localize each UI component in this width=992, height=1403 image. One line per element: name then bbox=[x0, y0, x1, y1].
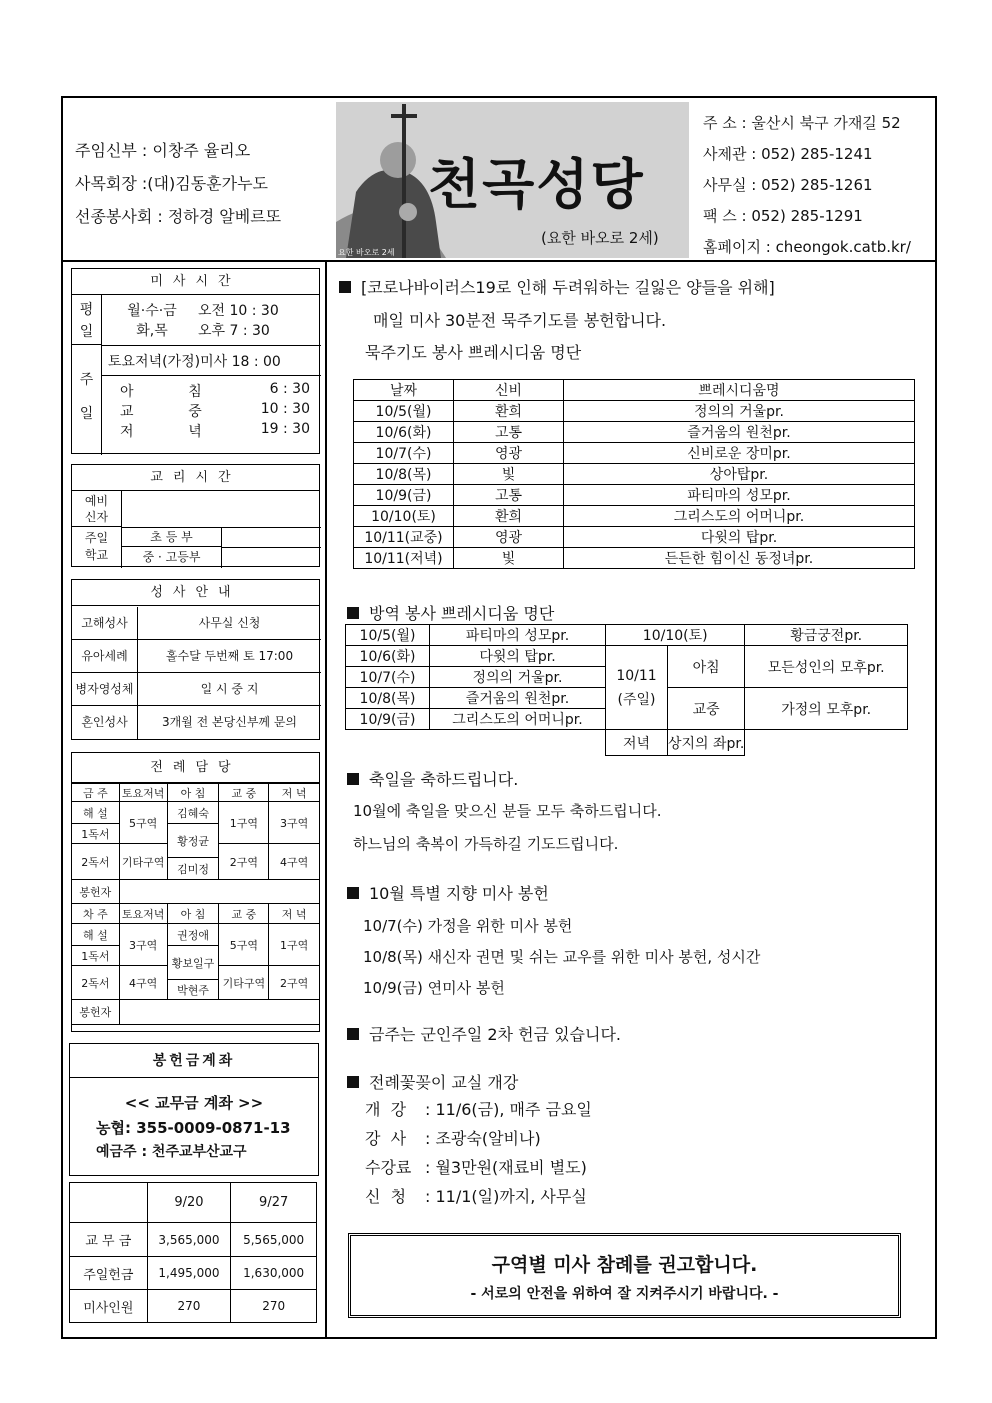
mass-times-box bbox=[71, 268, 320, 454]
contact-fax: 팩 스 : 052) 285-1291 bbox=[703, 207, 863, 225]
liturgy-this-week-table: 금 주 토요저녁 아 침 교 중 저 녁 해 설 5구역 김혜숙 1구역 3구역 1독서 황정균 2독서 기타구역 2구역 4구역 김미정 봉헌자 차 주 토요저녁 아 침 교 중 저 녁 해 설 3구역 권정애 5구역 1구역 1독서 황보일구 2독서 4구역 기타구역 2구역 박현주 봉헌자 bbox=[71, 783, 320, 1025]
flower-row: 개 강 : 11/6(금), 매주 금요일 bbox=[365, 1100, 592, 1119]
sacraments-title: 성사안내 bbox=[72, 580, 319, 606]
quarantine-heading: 방역 봉사 쁘레시디움 명단 bbox=[347, 601, 554, 624]
rosary-line2: 묵주기도 봉사 쁘레시디움 명단 bbox=[365, 343, 582, 362]
rosary-row: 10/11(교중) 영광 다윗의 탑pr. bbox=[354, 527, 915, 548]
flower-row: 수강료 : 월3만원(재료비 별도) bbox=[365, 1158, 587, 1177]
middle-high-label: 중 · 고등부 bbox=[122, 547, 222, 568]
flower-heading: 전례꽃꽂이 교실 개강 bbox=[347, 1070, 518, 1093]
pastor-line: 주임신부 : 이창주 율리오 bbox=[75, 141, 251, 160]
notice-title: 구역별 미사 참례를 권고합니다. bbox=[491, 1254, 758, 1276]
rosary-row: 10/5(월) 환희 정의의 거울pr. bbox=[354, 401, 915, 422]
bullet-square-icon bbox=[347, 773, 359, 785]
contact-rectory: 사제관 : 052) 285-1241 bbox=[703, 145, 873, 163]
finance-table: 9/20 9/27 교 무 금 3,565,000 5,565,000 주일헌금 1,495,000 1,630,000 미사인원 270 270 bbox=[69, 1182, 317, 1323]
donation-box bbox=[69, 1043, 319, 1176]
donation-holder: 예금주 : 천주교부산교구 bbox=[96, 1144, 247, 1160]
feast-line2: 하느님의 축복이 가득하길 기도드립니다. bbox=[353, 835, 619, 853]
bulletin-header bbox=[63, 98, 935, 262]
sunday-school-label: 주일 학교 bbox=[72, 527, 122, 568]
contact-info bbox=[703, 112, 911, 267]
bulletin-page bbox=[61, 96, 937, 1339]
rosary-row: 10/8(목) 빛 상아탑pr. bbox=[354, 464, 915, 485]
council-president-line: 사목회장 :(대)김동훈가누도 bbox=[75, 174, 268, 193]
sunday-mass-row: 아 침 6 : 30 bbox=[120, 381, 310, 400]
bullet-square-icon bbox=[347, 1076, 359, 1088]
flower-row: 신 청 : 11/1(일)까지, 사무실 bbox=[365, 1187, 587, 1206]
special-mass-line: 10/8(목) 새신자 권면 및 쉬는 교우를 위한 미사 봉헌, 성시간 bbox=[363, 948, 761, 966]
contact-homepage: 홈페이지 : cheongok.catb.kr/ bbox=[703, 238, 911, 256]
sacrament-row: 유아세례 홀수달 두번째 토 17:00 bbox=[72, 640, 321, 673]
sunday-mass-row: 교 중 10 : 30 bbox=[120, 401, 310, 420]
sacraments-list bbox=[72, 607, 321, 739]
rosary-table: 날짜 신비 쁘레시디움명 10/5(월) 환희 정의의 거울pr. 10/6(화) 고통 즐거움의 원천pr. 10/7(수) 영광 신비로운 장미pr. 10/8(목) 빛 상아탑pr. 10/9(금) 고통 파티마의 성모pr. 10/10(토) 환희 그리스도의 어머니pr. 10/11(교중) 영광 다윗의 탑pr. 10/11(저녁) 빛 든든한 힘이신 동정녀pr. bbox=[353, 379, 915, 569]
donation-subtitle: << 교무금 계좌 >> bbox=[124, 1094, 264, 1112]
weekday-days: 월·수·금 화,목 bbox=[127, 303, 177, 339]
rosary-line1: 매일 미사 30분전 묵주기도를 봉헌합니다. bbox=[373, 311, 667, 330]
service-president-line: 선종봉사회 : 정하경 알베르또 bbox=[75, 207, 282, 226]
mass-times-title: 미사시간 bbox=[72, 269, 319, 295]
catechism-title: 교리시간 bbox=[72, 465, 319, 491]
feast-heading: 축일을 축하드립니다. bbox=[347, 767, 518, 790]
weekday-label: 평 일 bbox=[72, 295, 102, 345]
flower-details bbox=[365, 1097, 592, 1213]
sacrament-row: 혼인성사 3개월 전 본당신부께 문의 bbox=[72, 706, 321, 739]
catechumen-label: 예비 신자 bbox=[72, 491, 122, 527]
collection-heading: 금주는 군인주일 2차 헌금 있습니다. bbox=[347, 1022, 621, 1045]
saturday-mass: 토요저녁(가정)미사 18 : 00 bbox=[108, 354, 281, 370]
liturgy-title: 전례담당 bbox=[72, 753, 319, 783]
contact-address: 주 소 : 울산시 북구 가재길 52 bbox=[703, 114, 901, 132]
special-mass-line: 10/7(수) 가정을 위한 미사 봉헌 bbox=[363, 917, 573, 935]
notice-subtitle: - 서로의 안전을 위하여 잘 지켜주시기 바랍니다. - bbox=[470, 1286, 779, 1302]
special-mass-heading: 10월 특별 지향 미사 봉헌 bbox=[347, 881, 549, 904]
sunday-mass-row: 저 녁 19 : 30 bbox=[120, 421, 310, 440]
rosary-heading: [코로나바이러스19로 인해 두려워하는 길잃은 양들을 위해] bbox=[339, 275, 775, 298]
parish-name: 천곡성당 bbox=[428, 153, 645, 216]
feast-line1: 10월에 축일을 맞으신 분들 모두 축하드립니다. bbox=[353, 802, 662, 820]
rosary-row: 10/6(화) 고통 즐거움의 원천pr. bbox=[354, 422, 915, 443]
sacrament-row: 병자영성체 일 시 중 지 bbox=[72, 673, 321, 706]
quarantine-table: 10/5(월) 파티마의 성모pr. 10/10(토) 황금궁전pr. 10/6(화) 다윗의 탑pr. 10/11 (주일) 아침 모든성인의 모후pr. 10/7(수) 정의의 거울pr. 10/8(목) 즐거움의 원천pr. 교중 가정의 모후pr. 10/9(금) 그리스도의 어머니pr. 저녁 상지의 좌pr. bbox=[345, 624, 908, 756]
parish-patron: (요한 바오로 2세) bbox=[541, 229, 659, 247]
rosary-row: 10/9(금) 고통 파티마의 성모pr. bbox=[354, 485, 915, 506]
bullet-square-icon bbox=[339, 281, 351, 293]
sacrament-row: 고해성사 사무실 신청 bbox=[72, 607, 321, 640]
rosary-row: 10/7(수) 영광 신비로운 장미pr. bbox=[354, 443, 915, 464]
donation-bank: 농협: 355-0009-0871-13 bbox=[96, 1119, 291, 1137]
rosary-row: 10/11(저녁) 빛 든든한 힘이신 동정녀pr. bbox=[354, 548, 915, 569]
sunday-mass-list bbox=[120, 381, 310, 441]
rosary-row: 10/10(토) 환희 그리스도의 어머니pr. bbox=[354, 506, 915, 527]
sunday-label: 주 일 bbox=[72, 345, 102, 455]
special-mass-line: 10/9(금) 연미사 봉헌 bbox=[363, 979, 505, 997]
weekday-times: 오전 10 : 30 오후 7 : 30 bbox=[198, 303, 279, 339]
photo-caption: 요한 바오로 2세 bbox=[338, 248, 395, 257]
column-divider bbox=[325, 262, 327, 1339]
flower-row: 강 사 : 조광숙(알비나) bbox=[365, 1129, 541, 1148]
elementary-label: 초 등 부 bbox=[122, 527, 222, 547]
notice-box bbox=[348, 1233, 901, 1318]
parish-banner bbox=[336, 102, 689, 258]
donation-title: 봉헌금계좌 bbox=[70, 1044, 318, 1078]
bullet-square-icon bbox=[347, 607, 359, 619]
homepage-link[interactable]: cheongok.catb.kr/ bbox=[775, 238, 911, 256]
catechism-box bbox=[71, 464, 320, 567]
bullet-square-icon bbox=[347, 1028, 359, 1040]
liturgy-box bbox=[71, 752, 320, 1032]
quarantine-sunday-date: 10/11 (주일) bbox=[606, 646, 668, 730]
bullet-square-icon bbox=[347, 887, 359, 899]
contact-office: 사무실 : 052) 285-1261 bbox=[703, 176, 873, 194]
sacraments-box bbox=[71, 579, 320, 740]
